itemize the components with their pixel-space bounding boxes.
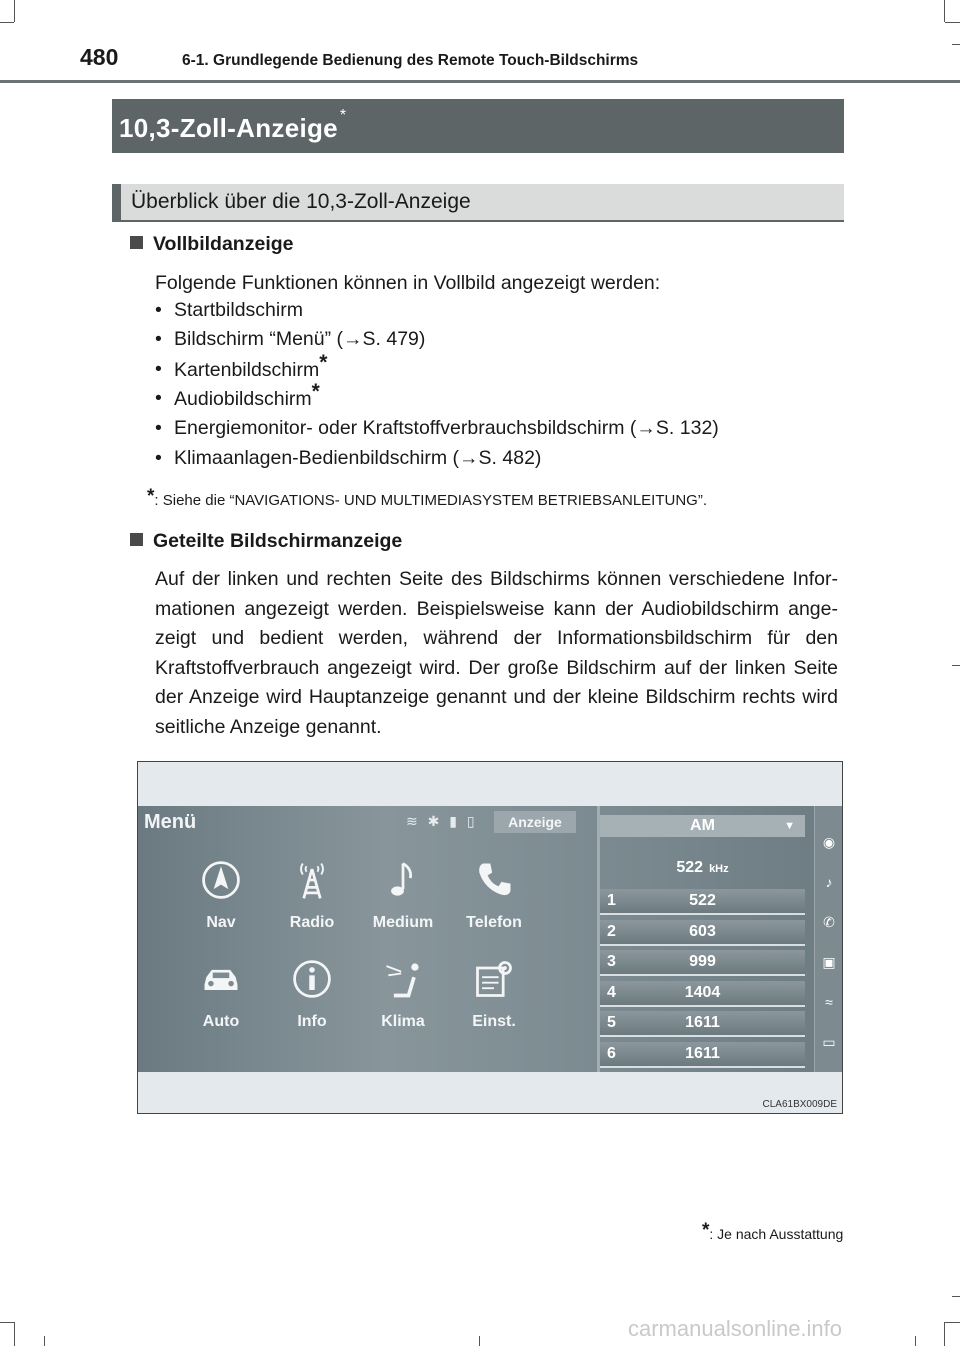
preset-button[interactable] bbox=[600, 1042, 805, 1068]
bullet-dot: • bbox=[155, 328, 162, 350]
menu-tile-telefon[interactable] bbox=[449, 858, 539, 932]
list-item-label: Energiemonitor- oder Kraftstoffverbrauchsbildschirm (→S. 132) bbox=[174, 417, 719, 439]
section-marker: * bbox=[339, 107, 347, 124]
menu-tile-einst[interactable] bbox=[449, 957, 539, 1031]
menu-tile-klima[interactable] bbox=[358, 957, 448, 1031]
page-number: 480 bbox=[80, 44, 119, 70]
menu-tile-info[interactable] bbox=[267, 957, 357, 1031]
preset-frequency: 1611 bbox=[685, 1044, 720, 1062]
radio-side-panel bbox=[600, 806, 807, 1072]
full-screen-intro: Folgende Funktionen können in Vollbild angezeigt werden: bbox=[155, 272, 661, 294]
subsection-accent bbox=[112, 184, 121, 222]
menu-tile-nav[interactable] bbox=[176, 858, 266, 932]
screen-illustration bbox=[137, 761, 843, 1114]
footnote-text: : Je nach Ausstattung bbox=[709, 1226, 844, 1242]
list-item bbox=[155, 447, 835, 475]
preset-number: 3 bbox=[607, 953, 616, 970]
subsection-title: Überblick über die 10,3-Zoll-Anzeige bbox=[131, 190, 471, 213]
square-bullet-icon bbox=[130, 533, 143, 546]
square-bullet-icon bbox=[130, 236, 143, 249]
frequency-value: 522 bbox=[676, 859, 704, 876]
nav-side-icon[interactable]: ◉ bbox=[822, 834, 836, 850]
list-item-label: Audiobildschirm bbox=[174, 388, 312, 410]
section-title-bar bbox=[112, 99, 844, 153]
preset-frequency: 522 bbox=[689, 892, 716, 909]
preset-number: 1 bbox=[607, 892, 616, 909]
heading-full-screen bbox=[130, 233, 294, 256]
footnote-star: * bbox=[702, 1220, 710, 1241]
list-item-text bbox=[174, 380, 320, 411]
radio-tower-icon bbox=[288, 858, 336, 906]
list-item bbox=[155, 351, 835, 386]
info-icon bbox=[288, 957, 336, 1005]
preset-button[interactable] bbox=[600, 950, 805, 976]
navigation-note bbox=[147, 486, 708, 511]
list-item bbox=[155, 380, 835, 415]
split-screen-paragraph: Auf der linken und rechten Seite des Bildschirms können verschiedene Informationen angezeigt werden. Beispielsweise kann der Audiobildschirm angezeigt und bedient werden, während der Informationsbildschirm für den Kraftstoffverbrauch angezeigt wird. Der große Bildschirm auf der linken Seite der Anzeige wird Hauptanzeige genannt und der kleine Bildschirm rechts wird seitliche Anzeige genannt. bbox=[155, 568, 838, 738]
chevron-down-icon: ▼ bbox=[784, 820, 795, 832]
climate-side-icon[interactable]: ≈ bbox=[825, 994, 833, 1010]
chapter-title: 6-1. Grundlegende Bedienung des Remote Touch-Bildschirms bbox=[182, 52, 639, 69]
display-button[interactable]: Anzeige bbox=[494, 811, 576, 833]
image-side-icon[interactable]: ▣ bbox=[822, 954, 836, 970]
bullet-dot: • bbox=[155, 358, 162, 380]
menu-tile-label: Auto bbox=[202, 1013, 240, 1030]
list-item-label: Bildschirm “Menü” (→S. 479) bbox=[174, 328, 426, 350]
side-icon-bar bbox=[814, 806, 843, 1072]
phone-icon bbox=[470, 858, 518, 906]
list-item-text bbox=[174, 299, 303, 322]
current-frequency bbox=[600, 859, 805, 877]
preset-button[interactable] bbox=[600, 1011, 805, 1037]
menu-tile-label: Nav bbox=[206, 914, 236, 931]
band-selector[interactable] bbox=[600, 815, 805, 837]
display-screen bbox=[138, 806, 842, 1072]
heading-split-screen-text: Geteilte Bildschirmanzeige bbox=[153, 530, 403, 552]
audio-side-icon[interactable]: ♪ bbox=[825, 874, 833, 890]
menu-tile-label: Klima bbox=[381, 1013, 425, 1030]
display-side-icon[interactable]: ▭ bbox=[822, 1034, 836, 1050]
heading-full-screen-text: Vollbildanzeige bbox=[153, 233, 294, 255]
list-item-label: Startbildschirm bbox=[174, 299, 303, 321]
list-item bbox=[155, 299, 835, 327]
settings-icon bbox=[470, 957, 518, 1005]
header-rule bbox=[0, 80, 960, 83]
footnote-star: * bbox=[311, 380, 320, 403]
status-icons: ≋ ✱ ▮ ▯ bbox=[406, 813, 478, 829]
preset-button[interactable] bbox=[600, 889, 805, 915]
subsection-title-bar bbox=[112, 184, 844, 222]
frequency-unit: kHz bbox=[709, 863, 729, 875]
preset-frequency: 1404 bbox=[684, 983, 721, 1001]
preset-button[interactable] bbox=[600, 981, 805, 1007]
list-item-text bbox=[174, 417, 719, 440]
preset-frequency: 1611 bbox=[685, 1014, 720, 1031]
preset-button[interactable] bbox=[600, 920, 805, 946]
bullet-dot: • bbox=[155, 387, 162, 409]
preset-frequency: 999 bbox=[689, 953, 716, 970]
watermark: carmanualsonline.info bbox=[628, 1316, 843, 1341]
bullet-dot: • bbox=[155, 299, 162, 321]
heading-split-screen bbox=[130, 530, 402, 553]
preset-frequency: 603 bbox=[689, 922, 716, 940]
music-note-icon bbox=[379, 858, 427, 906]
bullet-dot: • bbox=[155, 417, 162, 439]
phone-side-icon[interactable]: ✆ bbox=[823, 914, 835, 930]
preset-number: 4 bbox=[607, 983, 616, 1001]
list-item-text bbox=[174, 447, 541, 470]
menu-tile-label: Medium bbox=[372, 914, 434, 931]
bullet-dot: • bbox=[155, 447, 162, 469]
menu-tile-auto[interactable] bbox=[176, 957, 266, 1031]
note-text: : Siehe die “NAVIGATIONS- UND MULTIMEDIASYSTEM BETRIEBSANLEITUNG”. bbox=[154, 492, 708, 509]
menu-title: Menü bbox=[144, 811, 197, 833]
section-title: 10,3-Zoll-Anzeige bbox=[119, 113, 338, 143]
menu-tile-label: Radio bbox=[289, 914, 335, 931]
climate-seat-icon bbox=[379, 957, 427, 1005]
car-icon bbox=[197, 957, 245, 1005]
menu-tile-medium[interactable] bbox=[358, 858, 448, 932]
footnote bbox=[702, 1220, 844, 1245]
list-item bbox=[155, 417, 835, 445]
preset-number: 6 bbox=[607, 1044, 616, 1062]
menu-tile-radio[interactable] bbox=[267, 858, 357, 932]
preset-number: 5 bbox=[607, 1014, 616, 1031]
list-item-label: Klimaanlagen-Bedienbildschirm (→S. 482) bbox=[174, 447, 542, 469]
list-item bbox=[155, 328, 835, 356]
navigation-icon bbox=[197, 858, 245, 906]
menu-tile-label: Telefon bbox=[466, 914, 522, 931]
note-star: * bbox=[147, 486, 155, 507]
preset-number: 2 bbox=[607, 922, 616, 940]
menu-tile-label: Info bbox=[297, 1013, 327, 1030]
band-label: AM bbox=[690, 817, 715, 834]
image-code: CLA61BX009DE bbox=[762, 1099, 837, 1110]
menu-tile-label: Einst. bbox=[472, 1013, 516, 1030]
list-item-text bbox=[174, 351, 328, 382]
list-item-text bbox=[174, 328, 425, 351]
list-item-label: Kartenbildschirm bbox=[174, 359, 320, 381]
footnote-star: * bbox=[319, 351, 328, 374]
